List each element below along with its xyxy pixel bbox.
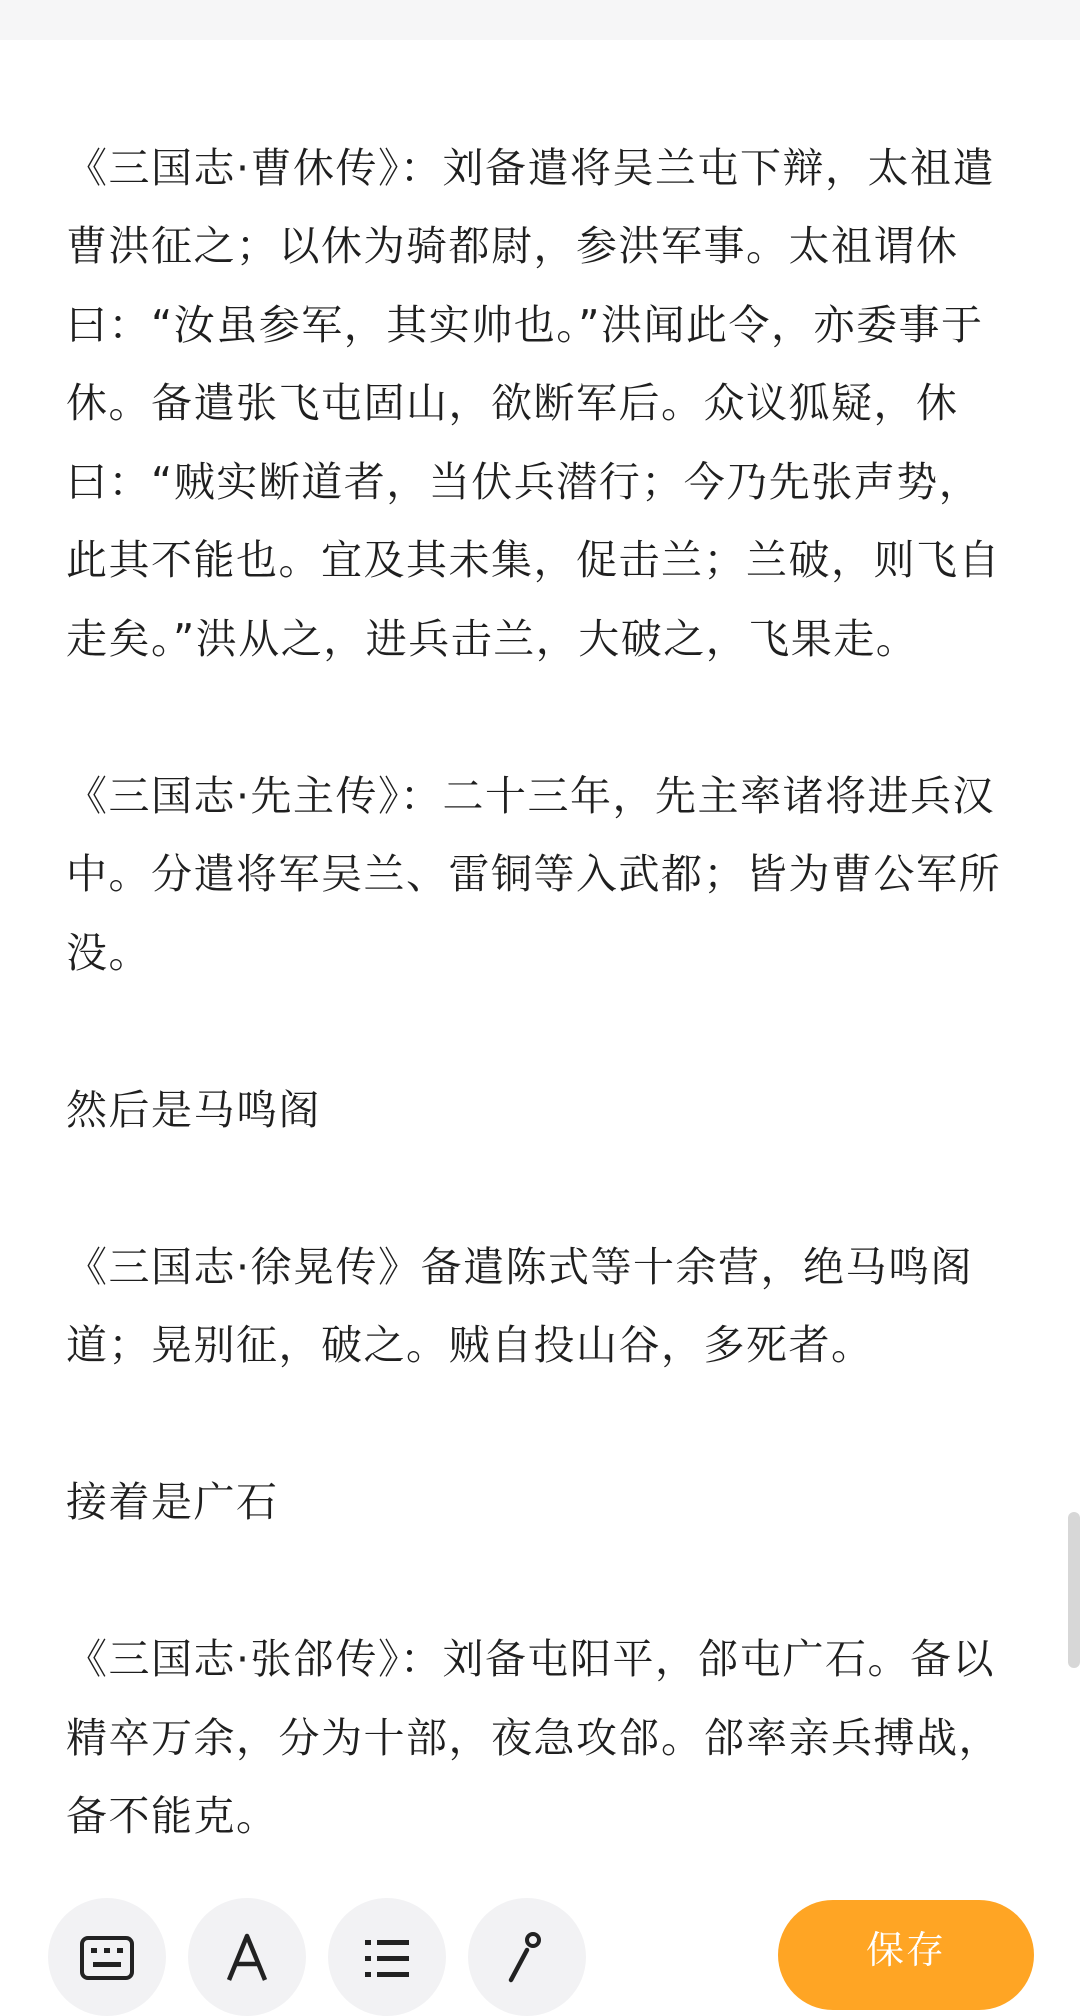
font-style-button[interactable] bbox=[188, 1898, 306, 2016]
scrollbar-thumb[interactable] bbox=[1068, 1512, 1080, 1668]
paragraph: 接着是广石 bbox=[66, 1478, 279, 1526]
paragraph: 《三国志·徐晃传》备遣陈式等十余营，绝马鸣阁道；晃别征，破之。贼自投山谷，多死者。 bbox=[66, 1242, 974, 1369]
pen-icon bbox=[497, 1928, 557, 1988]
save-button[interactable]: 保存 bbox=[778, 1900, 1034, 2010]
list-button[interactable] bbox=[328, 1898, 446, 2016]
keyboard-button[interactable] bbox=[48, 1898, 166, 2016]
paragraph: 《三国志·张郃传》：刘备屯阳平，郃屯广石。备以精卒万余，分为十部，夜急攻郃。郃率亲兵搏战，备不能克。 bbox=[66, 1635, 1001, 1840]
list-icon bbox=[357, 1928, 417, 1988]
pen-button[interactable] bbox=[468, 1898, 586, 2016]
paragraph: 《三国志·先主传》：二十三年，先主率诸将进兵汉中。分遣将军吴兰、雷铜等入武都；皆为曹公军所没。 bbox=[66, 771, 1001, 977]
paragraph: 《三国志·曹休传》：刘备遣将吴兰屯下辩，太祖遣曹洪征之；以休为骑都尉，参洪军事。太祖谓休曰：“汝虽参军，其实帅也。”洪闻此令，亦委事于休。备遣张飞屯固山，欲断军后。众议狐疑，休曰：“贼实断道者，当伏兵潜行；今乃先张声势，此其不能也。宜及其未集，促击兰；兰破，则飞自走矣。”洪从之，进兵击兰，大破之，飞果走。 bbox=[66, 143, 1001, 663]
bottom-toolbar bbox=[0, 1868, 1080, 1972]
paragraph: 然后是马鸣阁 bbox=[66, 1085, 321, 1134]
top-bar bbox=[0, 0, 1080, 40]
article-text[interactable] bbox=[66, 50, 1016, 1868]
keyboard-icon bbox=[77, 1928, 137, 1988]
editor-content[interactable] bbox=[0, 40, 1080, 1868]
font-icon bbox=[217, 1928, 277, 1988]
